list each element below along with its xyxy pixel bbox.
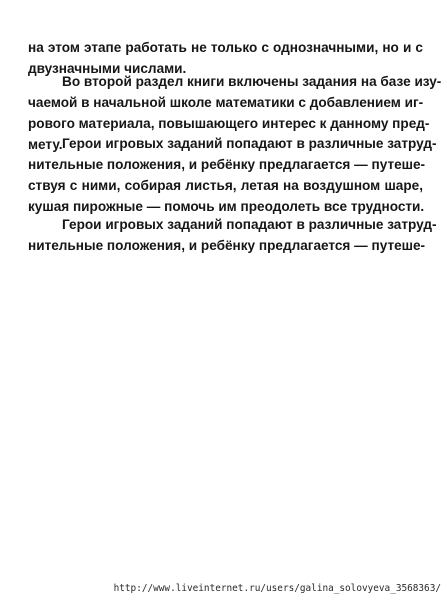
paragraph-4 [28, 214, 437, 256]
text-line: кушая пирожные — помочь им преодолеть все трудности. [28, 199, 425, 214]
text-line: двузначными числами. [28, 61, 187, 76]
text-line: нительные положения, и ребёнку предлагается — путеше- [28, 238, 426, 253]
text-line: Герои игровых заданий попадают в различные затруд- [62, 136, 437, 151]
text-line: Герои игровых заданий попадают в различные затруд- [62, 217, 437, 232]
text-line: на этом этапе работать не только с однозначными, но и с [28, 40, 423, 55]
text-line: мету. [28, 137, 63, 152]
text-line: чаемой в начальной школе математики с добавлением иг- [28, 95, 424, 110]
text-line: Во второй раздел книги включены задания на базе изу- [62, 74, 442, 89]
text-line: ствуя с ними, собирая листья, летая на воздушном шаре, [28, 178, 423, 193]
source-watermark-url: http://www.liveinternet.ru/users/galina_solovyeva_3568363/ [113, 583, 441, 594]
paragraph-3 [28, 133, 437, 217]
text-line: нительные положения, и ребёнку предлагается — путеше- [28, 157, 426, 172]
text-line: рового материала, повышающего интерес к данному пред- [28, 116, 430, 131]
